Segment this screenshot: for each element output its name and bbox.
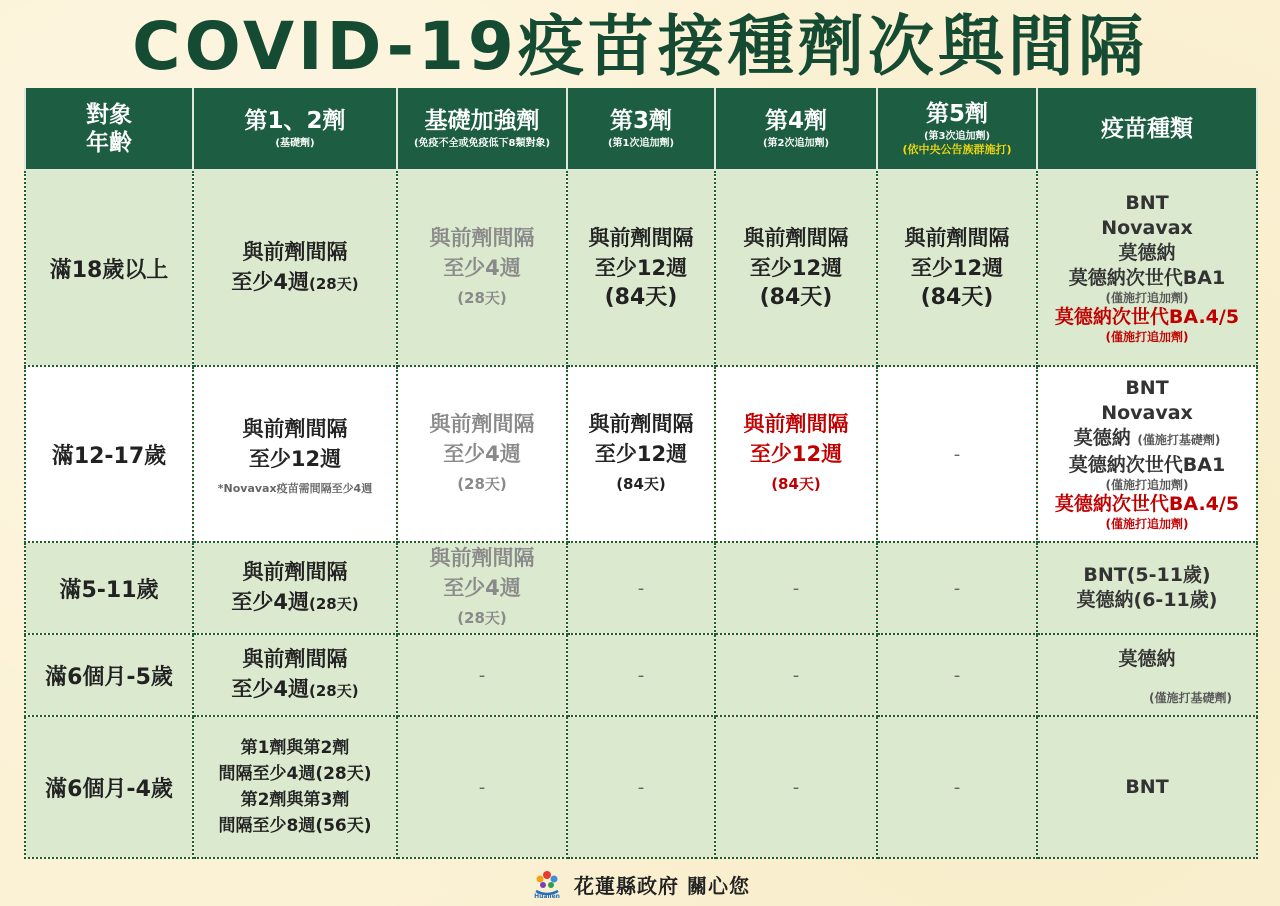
dose5-cell: -: [877, 634, 1037, 716]
dose3-cell: -: [567, 716, 715, 858]
dose3-cell: 與前劑間隔 至少12週 (84天): [567, 170, 715, 366]
table-row: [25, 170, 1257, 366]
dose3-cell: 與前劑間隔 至少12週 (84天): [567, 366, 715, 542]
footer-text: 花蓮縣政府 關心您: [574, 873, 750, 898]
logo-text: Hualien: [534, 893, 560, 900]
header-dose5: 第5劑 (第3次追加劑) (依中央公告族群施打): [877, 88, 1037, 170]
age-cell: 滿6個月-5歲: [25, 634, 193, 716]
dose5-cell: -: [877, 542, 1037, 634]
booster-cell: 與前劑間隔 至少4週 (28天): [397, 366, 567, 542]
header-dose3: 第3劑 (第1次追加劑): [567, 88, 715, 170]
dose4-cell: -: [715, 542, 877, 634]
dose12-cell: 與前劑間隔 至少4週(28天): [193, 634, 397, 716]
table-row: [25, 366, 1257, 542]
booster-cell: -: [397, 716, 567, 858]
table-row: [25, 634, 1257, 716]
header-dose12: 第1、2劑 (基礎劑): [193, 88, 397, 170]
dose12-cell: 第1劑與第2劑 間隔至少4週(28天) 第2劑與第3劑 間隔至少8週(56天): [193, 716, 397, 858]
dose4-cell: 與前劑間隔 至少12週 (84天): [715, 170, 877, 366]
table-row: [25, 716, 1257, 858]
header-age: 對象 年齡: [25, 88, 193, 170]
dose5-cell: -: [877, 366, 1037, 542]
dose4-cell: -: [715, 716, 877, 858]
vaccine-types-cell: BNT(5-11歲) 莫德納(6-11歲): [1037, 542, 1257, 634]
booster-cell: 與前劑間隔 至少4週 (28天): [397, 542, 567, 634]
dose4-cell: 與前劑間隔 至少12週 (84天): [715, 366, 877, 542]
dose5-cell: 與前劑間隔 至少12週 (84天): [877, 170, 1037, 366]
dose5-cell: -: [877, 716, 1037, 858]
dose12-cell: 與前劑間隔 至少4週(28天): [193, 170, 397, 366]
age-cell: 滿6個月-4歲: [25, 716, 193, 858]
header-row: [25, 88, 1257, 170]
header-dose4: 第4劑 (第2次追加劑): [715, 88, 877, 170]
hualien-logo-icon: [530, 867, 564, 901]
vaccine-types-cell: BNT Novavax 莫德納 (僅施打基礎劑) 莫德納次世代BA1 (僅施打追加劑) 莫德納次世代BA.4/5 (僅施打追加劑): [1037, 366, 1257, 542]
vaccine-types-cell: 莫德納 (僅施打基礎劑): [1037, 634, 1257, 716]
header-booster-basic: 基礎加強劑 (免疫不全或免疫低下8類對象): [397, 88, 567, 170]
age-cell: 滿5-11歲: [25, 542, 193, 634]
footer: [0, 862, 1280, 906]
dose12-cell: 與前劑間隔 至少12週 *Novavax疫苗需間隔至少4週: [193, 366, 397, 542]
header-vaccine: 疫苗種類: [1037, 88, 1257, 170]
vaccine-types-cell: BNT Novavax 莫德納 莫德納次世代BA1 (僅施打追加劑) 莫德納次世代BA.4/5 (僅施打追加劑): [1037, 170, 1257, 366]
age-cell: 滿18歲以上: [25, 170, 193, 366]
dose4-cell: -: [715, 634, 877, 716]
table-row: [25, 542, 1257, 634]
booster-cell: -: [397, 634, 567, 716]
dose3-cell: -: [567, 542, 715, 634]
vaccine-schedule-table: [24, 88, 1258, 859]
page-title: COVID-19疫苗接種劑次與間隔: [132, 8, 1148, 85]
vaccine-types-cell: BNT: [1037, 716, 1257, 858]
age-cell: 滿12-17歲: [25, 366, 193, 542]
dose12-cell: 與前劑間隔 至少4週(28天): [193, 542, 397, 634]
dose3-cell: -: [567, 634, 715, 716]
booster-cell: 與前劑間隔 至少4週 (28天): [397, 170, 567, 366]
